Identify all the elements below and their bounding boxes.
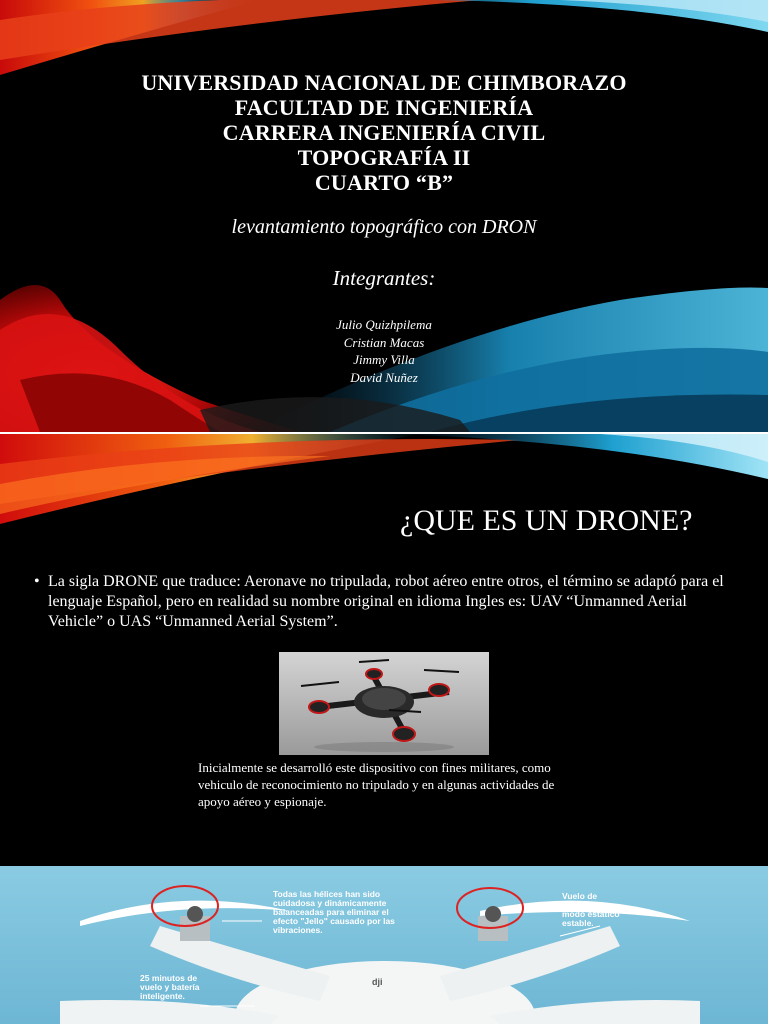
presentation-subtitle: levantamiento topográfico con DRON [231,216,537,238]
drone-photo [279,652,489,755]
career-name: CARRERA INGENIERÍA CIVIL [222,120,546,145]
member-name: Jimmy Villa [353,352,415,367]
member-name: Cristian Macas [343,334,425,350]
grade-name: CUARTO “B” [314,170,454,195]
member-name: David Nuñez [350,369,418,385]
battery-note: 25 minutos de vuelo y batería inteligente. [140,973,200,1001]
precision-note: Vuelo de precisión y modo estático estable. [562,891,620,928]
bullet-icon: • [34,573,40,590]
members-list [0,316,768,386]
faculty-name: FACULTAD DE INGENIERÍA [234,95,534,120]
integrantes-label: Integrantes: [332,266,436,290]
infographic-slide [0,866,768,1024]
course-name: TOPOGRAFÍA II [297,145,471,170]
helices-note: Todas las hélices han sido cuidadosa y dinámicamente balanceadas para eliminar el efecto "Jello" causado por las vibraciones. [273,889,395,935]
bullet-text: La sigla DRONE que traduce: Aeronave no tripulada, robot aéreo entre otros, el término se adaptó para el lenguaje Español, pero en realidad su nombre original en idioma Ingles es: UAV “Unmanned Aerial Vehicle” o UAS “Unmanned Aerial System”. [48,573,724,630]
title-block [0,70,768,195]
brand-logo: dji [372,977,383,987]
member-name: Julio Quizhpilema [336,317,432,332]
bullet-paragraph [34,572,738,632]
title-slide [0,0,768,432]
slide-heading: ¿QUE ES UN DRONE? [400,504,693,537]
university-name: UNIVERSIDAD NACIONAL DE CHIMBORAZO [141,70,627,95]
drone-caption: Inicialmente se desarrolló este dispositivo con fines militares, como vehiculo de reconocimiento no tripulado y en algunas actividades de apoyo aéreo y espionaje. [198,760,555,809]
